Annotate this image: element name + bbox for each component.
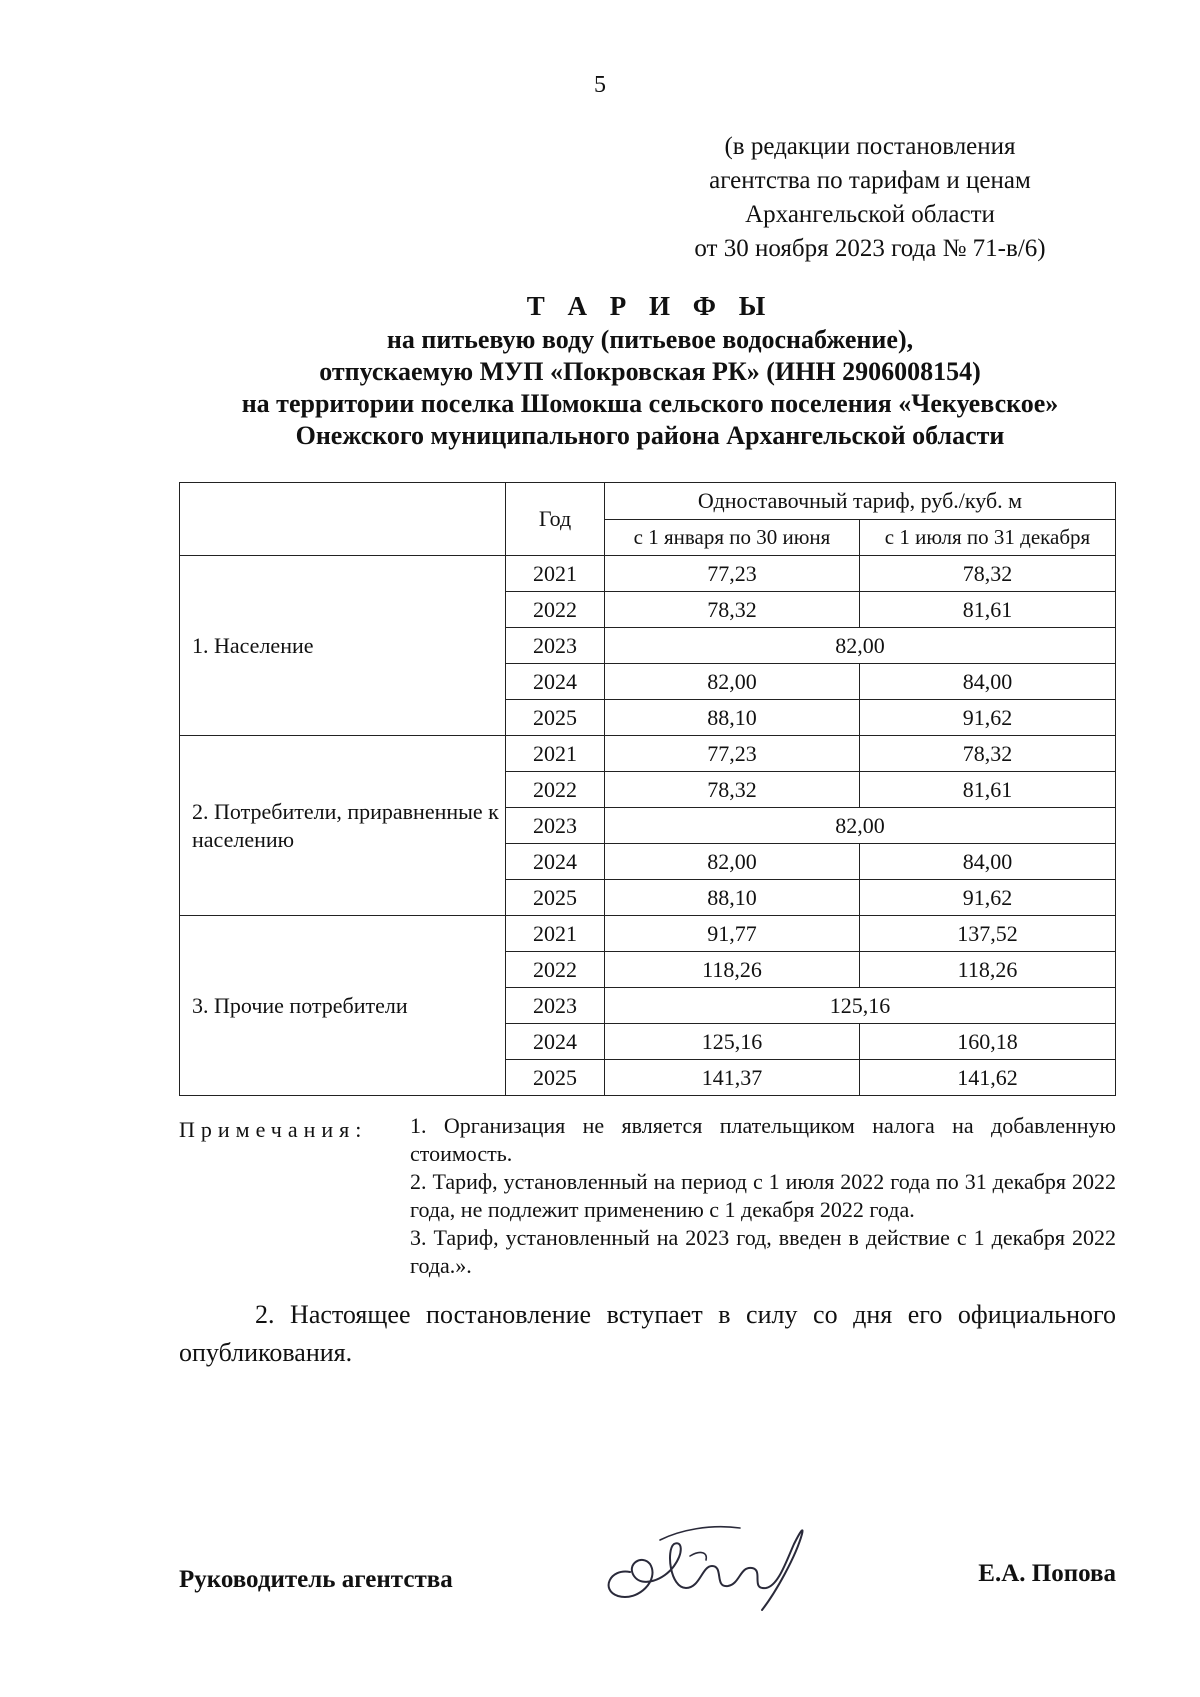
tariff-cell-period-1: 118,26	[605, 952, 860, 988]
category-cell: 2. Потребители, приравненные к населению	[180, 736, 506, 916]
edition-line: от 30 ноября 2023 года № 71-в/6)	[694, 235, 1046, 262]
signer-title: Руководитель агентства	[179, 1566, 453, 1593]
tariff-cell-period-1: 88,10	[605, 880, 860, 916]
tariff-table	[179, 482, 1116, 1096]
title-line: на территории поселка Шомокша сельского поселения «Чекуевское»	[241, 389, 1059, 418]
year-cell: 2024	[506, 664, 605, 700]
notes-list	[410, 1112, 1116, 1280]
year-cell: 2025	[506, 880, 605, 916]
table-row	[180, 736, 1116, 772]
tariff-cell-annual: 82,00	[605, 628, 1116, 664]
year-cell: 2022	[506, 592, 605, 628]
year-cell: 2022	[506, 772, 605, 808]
handwritten-signature	[590, 1510, 820, 1620]
header-period-1: с 1 января по 30 июня	[605, 520, 860, 556]
tariff-cell-period-2: 78,32	[860, 556, 1116, 592]
year-cell: 2024	[506, 844, 605, 880]
header-tariff: Одноставочный тариф, руб./куб. м	[605, 483, 1116, 520]
tariff-cell-period-1: 77,23	[605, 736, 860, 772]
title-main: Т А Р И Ф Ы	[526, 291, 774, 321]
year-cell: 2023	[506, 628, 605, 664]
notes-label: Примечания:	[179, 1117, 368, 1142]
tariff-cell-period-2: 81,61	[860, 592, 1116, 628]
year-cell: 2024	[506, 1024, 605, 1060]
signer-name: Е.А. Попова	[978, 1560, 1116, 1587]
title-line: Онежского муниципального района Архангельской области	[295, 421, 1005, 450]
tariff-cell-period-2: 78,32	[860, 736, 1116, 772]
tariff-cell-period-1: 141,37	[605, 1060, 860, 1096]
table-header-row	[180, 483, 1116, 520]
header-period-2: с 1 июля по 31 декабря	[860, 520, 1116, 556]
tariff-cell-period-1: 125,16	[605, 1024, 860, 1060]
header-year: Год	[506, 483, 605, 556]
year-cell: 2021	[506, 736, 605, 772]
year-cell: 2021	[506, 556, 605, 592]
tariff-cell-period-2: 91,62	[860, 880, 1116, 916]
tariff-cell-period-2: 84,00	[860, 664, 1116, 700]
tariff-cell-period-2: 118,26	[860, 952, 1116, 988]
year-cell: 2023	[506, 988, 605, 1024]
tariff-cell-period-1: 82,00	[605, 664, 860, 700]
tariff-cell-period-2: 81,61	[860, 772, 1116, 808]
tariff-cell-period-2: 84,00	[860, 844, 1116, 880]
year-cell: 2021	[506, 916, 605, 952]
title-line: отпускаемую МУП «Покровская РК» (ИНН 2906008154)	[319, 357, 981, 386]
edition-line: (в редакции постановления	[724, 133, 1016, 160]
year-cell: 2025	[506, 700, 605, 736]
edition-note	[640, 130, 1100, 266]
tariff-cell-period-2: 137,52	[860, 916, 1116, 952]
year-cell: 2022	[506, 952, 605, 988]
category-cell: 1. Население	[180, 556, 506, 736]
tariff-cell-period-1: 78,32	[605, 772, 860, 808]
tariff-cell-period-1: 91,77	[605, 916, 860, 952]
category-cell: 3. Прочие потребители	[180, 916, 506, 1096]
tariff-cell-period-2: 91,62	[860, 700, 1116, 736]
table-row	[180, 916, 1116, 952]
title-line: на питьевую воду (питьевое водоснабжение),	[386, 325, 914, 354]
note-item: 2. Тариф, установленный на период с 1 июля 2022 года по 31 декабря 2022 года, не подлежит применению с 1 декабря 2022 года.	[410, 1169, 1116, 1222]
tariff-cell-annual: 125,16	[605, 988, 1116, 1024]
tariff-cell-annual: 82,00	[605, 808, 1116, 844]
note-item: 1. Организация не является плательщиком налога на добавленную стоимость.	[410, 1113, 1116, 1166]
year-cell: 2025	[506, 1060, 605, 1096]
tariff-cell-period-1: 77,23	[605, 556, 860, 592]
edition-line: агентства по тарифам и ценам	[709, 167, 1031, 194]
header-category-cell	[180, 483, 506, 556]
tariff-cell-period-2: 160,18	[860, 1024, 1116, 1060]
tariff-cell-period-1: 82,00	[605, 844, 860, 880]
edition-line: Архангельской области	[745, 201, 995, 228]
page-number: 5	[594, 72, 606, 98]
year-cell: 2023	[506, 808, 605, 844]
note-item: 3. Тариф, установленный на 2023 год, введен в действие с 1 декабря 2022 года.».	[410, 1225, 1116, 1278]
document-title	[100, 290, 1200, 452]
tariff-cell-period-2: 141,62	[860, 1060, 1116, 1096]
table-row	[180, 556, 1116, 592]
effective-date-paragraph: 2. Настоящее постановление вступает в силу со дня его официального опубликования.	[179, 1300, 1116, 1367]
tariff-cell-period-1: 78,32	[605, 592, 860, 628]
tariff-cell-period-1: 88,10	[605, 700, 860, 736]
